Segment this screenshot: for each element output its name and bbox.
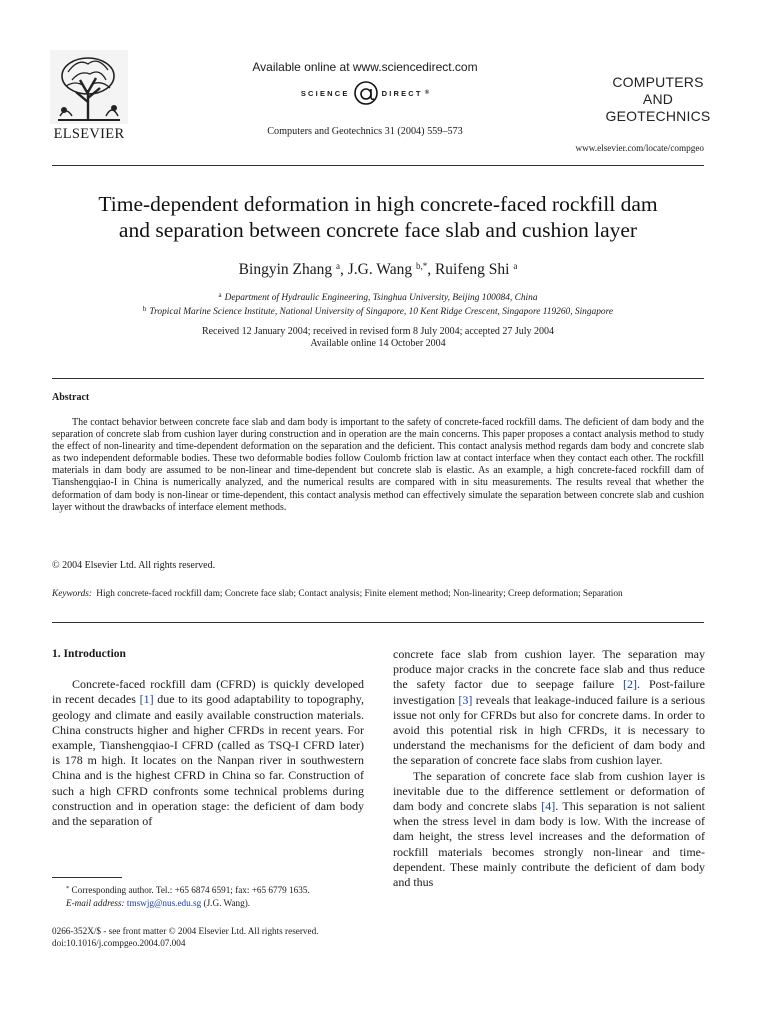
footnote-divider — [52, 877, 122, 878]
author-name: Bingyin Zhang — [238, 261, 333, 278]
elsevier-logo — [50, 50, 128, 142]
author-affil-mark: a — [513, 261, 518, 271]
journal-citation: Computers and Geotechnics 31 (2004) 559–573 — [267, 126, 463, 137]
elsevier-tree-icon — [50, 50, 128, 124]
abstract-copyright: © 2004 Elsevier Ltd. All rights reserved. — [52, 560, 216, 571]
paper-title-line: and separation between concrete face slab and cushion layer — [118, 218, 638, 242]
author-list: Bingyin Zhang $^a$, J.G. Wang $^{b,*}$, Ruifeng Shi $^a$ — [238, 261, 518, 278]
footnote-mark: * — [66, 885, 70, 892]
author-affil-mark: b,* — [415, 261, 428, 271]
sd-word-science: SCIENCE — [300, 88, 350, 98]
citation-link[interactable]: [4] — [541, 799, 556, 814]
front-matter — [52, 925, 412, 949]
sciencedirect-logo — [230, 80, 500, 106]
paper-title — [52, 191, 704, 243]
journal-title — [584, 74, 732, 125]
received-dates: Received 12 January 2004; received in revised form 8 July 2004; accepted 27 July 2004 — [201, 326, 555, 337]
left-column — [52, 647, 364, 829]
author-name: J.G. Wang — [347, 261, 413, 278]
available-online-text: Available online at www.sciencedirect.com — [252, 60, 478, 74]
citation-link[interactable]: [2] — [623, 677, 638, 692]
affiliation-text: Tropical Marine Science Institute, National University of Singapore, 10 Kent Ridge Crescent, Singapore 119260, Singapore — [149, 307, 614, 317]
publisher-name: ELSEVIER — [53, 126, 125, 142]
section-heading: 1. Introduction — [52, 648, 126, 660]
affiliation-mark: a — [218, 291, 222, 299]
author-affil-mark: a — [335, 261, 340, 271]
journal-title-line: COMPUTERS — [612, 74, 704, 90]
abstract-text: The contact behavior between concrete face slab and dam body is important to the safety of concrete-faced rockfill dams. The deficient of dam body and the separation of concrete slab from cushion layer during construction and in operation are the main concerns. This paper proposes a contact analysis method to study the effect of non-linearity and time-dependent deformation on the separation and the deficient. This contact analysis method regards dam body and concrete slab as two independent deformable bodies. These two deformable bodies follow Coulomb friction law at contact interface when they contact each other. The rockfill materials in dam body are assumed to be non-linear and time-dependent but concrete slab is elastic. As an example, a high concrete-faced rockfill dam of Tianshengqiao-I in China is numerically analyzed, and the numerical results are compared with in situ measurements. The results reveal that whether the deformation of dam body is non-linear or time-dependent, this contact analysis method can effectively simulate the separation between concrete slab and cushion layer without the drawbacks of interface element methods. — [52, 417, 704, 513]
available-online-date: Available online 14 October 2004 — [310, 338, 446, 349]
body-divider — [52, 622, 704, 623]
paragraph: concrete face slab from cushion layer. The separation may produce major cracks in the concrete face slab and thus reduce the safety factor due to seepage failure [2]. Post-failure investigation [3] reveals that leakage-induced failure is a serious issue not only for CFRDs but also for concrete dams. In order to avoid this potential risk in high CFRDs, it is necessary to understand the mechanisms for the deficient of dam body and the separation of concrete face slabs from cushion layer. — [393, 647, 705, 768]
journal-title-line: GEOTECHNICS — [605, 108, 711, 124]
abstract-divider — [52, 378, 704, 379]
keywords — [52, 588, 704, 600]
keywords-label: Keywords: — [52, 589, 92, 599]
issn-line: 0266-352X/$ - see front matter © 2004 Elsevier Ltd. All rights reserved. — [52, 926, 319, 936]
affiliation-text: Department of Hydraulic Engineering, Tsinghua University, Beijing 100084, China — [224, 293, 538, 303]
journal-url-link[interactable]: www.elsevier.com/locate/compgeo — [575, 143, 704, 153]
corresponding-author-footnote: * Corresponding author. Tel.: +65 6874 6591; fax: +65 6779 1635. E-mail address: tmswjg@nus.edu.sg (J.G. Wang). — [66, 885, 310, 908]
paragraph: Concrete-faced rockfill dam (CFRD) is quickly developed in recent decades [1] due to its good adaptability to topography, geology and climate and easily available construction materials. China constructs higher and higher CFRDs in recent years. For example, Tianshengqiao-I CFRD (called as TSQ-I CFRD later) is 178 m high. It locates on the Nanpan river in southwestern China and is the highest CFRD in China so far. Construction of such a high CFRD confronts some technical problems during construction and in operation stage: the deficient of dam body and the separation of — [52, 677, 364, 829]
affiliation — [52, 291, 704, 303]
email-label: E-mail address: — [66, 898, 125, 908]
citation-link[interactable]: [1] — [139, 692, 154, 707]
abstract-heading: Abstract — [52, 392, 90, 403]
header-divider — [52, 165, 704, 166]
sciencedirect-block — [230, 60, 500, 106]
sciencedirect-at-icon — [352, 79, 380, 107]
doi-line: doi:10.1016/j.compgeo.2004.07.004 — [52, 938, 186, 948]
affiliation — [52, 305, 704, 317]
email-link[interactable]: tmswjg@nus.edu.sg — [126, 898, 202, 908]
affiliation-mark: b — [142, 305, 147, 313]
journal-title-line: AND — [642, 91, 674, 107]
right-column — [393, 647, 705, 890]
author-name: Ruifeng Shi — [434, 261, 510, 278]
citation-link[interactable]: [3] — [458, 692, 473, 707]
paper-title-line: Time-dependent deformation in high concrete-faced rockfill dam — [98, 192, 658, 216]
keywords-text: High concrete-faced rockfill dam; Concrete face slab; Contact analysis; Finite element method; Non-linearity; Creep deformation; Separation — [96, 589, 623, 599]
sd-registered-mark: ® — [424, 90, 430, 96]
footnote-contact: Corresponding author. Tel.: +65 6874 6591; fax: +65 6779 1635. — [71, 885, 310, 895]
sd-word-direct: DIRECT — [381, 88, 423, 98]
article-dates — [52, 326, 704, 350]
paragraph: The separation of concrete face slab from cushion layer is inevitable due to the difference settlement or deformation of dam body and concrete slabs [4]. This separation is not salient when the stress level in dam body is low. With the increase of dam height, the stress level increases and the deformation of rockfill materials becomes strongly non-linear and time-dependent. These mainly contribute the deficient of dam body and thus — [393, 768, 705, 890]
